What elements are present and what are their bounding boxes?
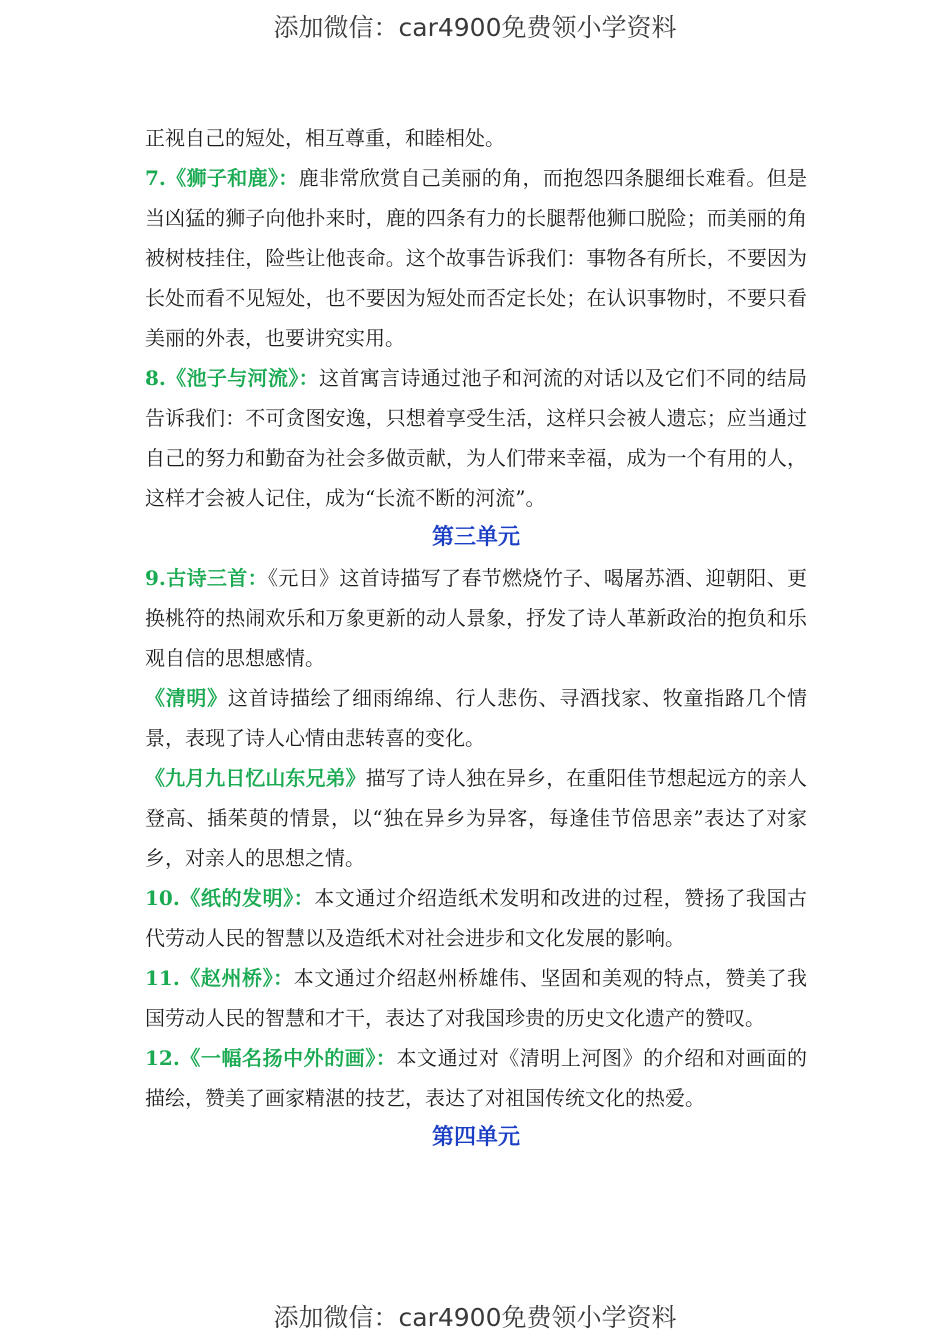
unit-4-heading: 第四单元 xyxy=(431,1125,520,1150)
item-11 xyxy=(145,958,807,1038)
item-11-text: 本文通过介绍赵州桥雄伟、坚固和美观的特点，赞美了我国劳动人民的智慧和才干，表达了对我国珍贵的历史文化遗产的赞叹。 xyxy=(145,966,808,1030)
item-10-text: 本文通过介绍造纸术发明和改进的过程，赞扬了我国古代劳动人民的智慧以及造纸术对社会进步和文化发展的影响。 xyxy=(145,886,807,950)
item-9 xyxy=(145,558,807,678)
item-8-title: 8.《池子与河流》： xyxy=(145,366,320,390)
item-10 xyxy=(145,878,807,958)
item-7-text: 鹿非常欣赏自己美丽的角，而抱怨四条腿细长难看。但是当凶猛的狮子向他扑来时，鹿的四条有力的长腿帮他狮口脱险；而美丽的角被树枝挂住，险些让他丧命。这个故事告诉我们：事物各有所长，不要因为长处而看不见短处，也不要因为短处而否定长处；在认识事物时，不要只看美丽的外表，也要讲究实用。 xyxy=(145,166,807,350)
poem-jiuyue-title: 《九月九日忆山东兄弟》 xyxy=(145,766,366,790)
continuation-paragraph: 正视自己的短处，相互尊重，和睦相处。 xyxy=(145,126,505,150)
poem-qingming-text: 这首诗描绘了细雨绵绵、行人悲伤、寻酒找家、牧童指路几个情景，表现了诗人心情由悲转喜的变化。 xyxy=(145,686,808,750)
poem-qingming xyxy=(145,678,807,758)
poem-jiuyue xyxy=(145,758,807,878)
item-9-text: 《元日》这首诗描写了春节燃烧竹子、喝屠苏酒、迎朝阳、更换桃符的热闹欢乐和万象更新的动人景象，抒发了诗人革新政治的抱负和乐观自信的思想感情。 xyxy=(145,566,807,670)
item-8-text: 这首寓言诗通过池子和河流的对话以及它们不同的结局告诉我们：不可贪图安逸，只想着享受生活，这样只会被人遗忘；应当通过自己的努力和勤奋为社会多做贡献，为人们带来幸福，成为一个有用的人，这样才会被人记住，成为“长流不断的河流”。 xyxy=(145,366,808,510)
item-12-text: 本文通过对《清明上河图》的介绍和对画面的描绘，赞美了画家精湛的技艺，表达了对祖国传统文化的热爱。 xyxy=(145,1046,808,1110)
document-body xyxy=(145,118,807,1158)
item-8 xyxy=(145,358,807,518)
item-12 xyxy=(145,1038,807,1118)
item-11-title: 11.《赵州桥》： xyxy=(145,966,294,990)
item-12-title: 12.《一幅名扬中外的画》： xyxy=(145,1046,397,1070)
item-9-title: 9.古诗三首： xyxy=(145,566,268,590)
item-7-title: 7.《狮子和鹿》： xyxy=(145,166,299,190)
watermark-bottom: 添加微信：car4900免费领小学资料 xyxy=(273,1303,677,1332)
poem-jiuyue-text: 描写了诗人独在异乡，在重阳佳节想起远方的亲人登高、插茱萸的情景，以“独在异乡为异客，每逢佳节倍思亲”表达了对家乡，对亲人的思想之情。 xyxy=(145,766,807,870)
unit-3-heading: 第三单元 xyxy=(431,525,520,550)
poem-qingming-title: 《清明》 xyxy=(145,686,228,710)
watermark-top: 添加微信：car4900免费领小学资料 xyxy=(273,13,677,42)
item-10-title: 10.《纸的发明》： xyxy=(145,886,315,910)
item-7 xyxy=(145,158,807,358)
